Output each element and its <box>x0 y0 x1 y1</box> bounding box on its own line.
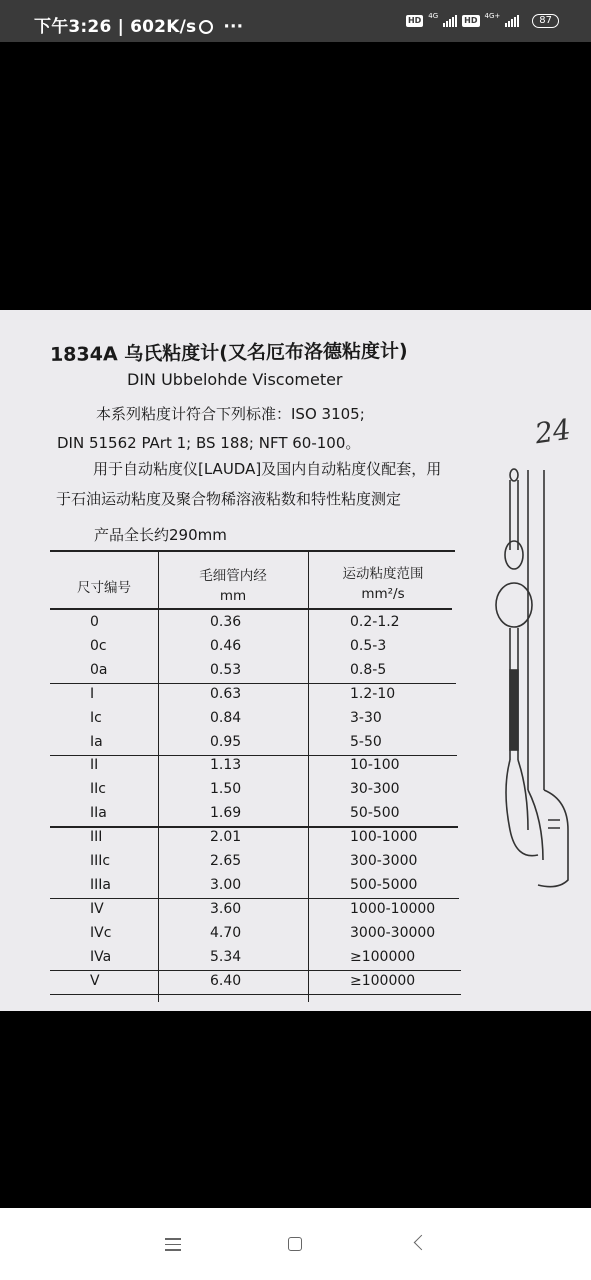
cell-range: 100-1000 <box>350 829 418 846</box>
cell-range: ≥100000 <box>350 948 416 965</box>
cell-diameter: 3.60 <box>210 900 242 917</box>
cell-range: 500-5000 <box>350 876 418 893</box>
page-title: 1834A 乌氏粘度计(又名厄布洛德粘度计) <box>49 340 408 366</box>
cell-diameter: 0.84 <box>210 709 242 726</box>
chevron-left-icon[interactable] <box>414 1235 430 1251</box>
cell-range: ≥100000 <box>350 972 416 989</box>
cell-size: I <box>90 685 95 702</box>
cell-diameter: 0.63 <box>210 685 242 702</box>
row-group-divider <box>50 994 461 996</box>
cell-range: 10-100 <box>350 757 400 774</box>
cell-size: IIIc <box>90 853 111 869</box>
cell-diameter: 2.65 <box>210 853 242 869</box>
signal-icon <box>443 15 457 27</box>
cell-range: 30-300 <box>350 781 400 798</box>
document-photo[interactable] <box>0 310 591 1011</box>
cell-range: 50-500 <box>350 805 400 822</box>
header-diameter: 毛细管内经 <box>199 568 267 584</box>
cell-diameter: 0.46 <box>210 637 242 654</box>
handwritten-number: 24 <box>532 412 573 451</box>
status-bar <box>0 0 591 42</box>
status-right <box>406 14 559 28</box>
cell-range: 5-50 <box>350 733 382 750</box>
header-diameter-unit: mm <box>219 588 247 604</box>
standards-line-2: DIN 51562 PArt 1; BS 188; NFT 60-100。 <box>57 434 361 452</box>
navigation-bar <box>0 1208 591 1280</box>
cell-size: III <box>90 829 103 846</box>
cell-diameter: 1.50 <box>210 781 242 798</box>
cell-diameter: 1.69 <box>210 805 242 822</box>
cell-range: 1000-10000 <box>350 900 436 917</box>
usage-line-2: 于石油运动粘度及聚合物稀溶液粘数和特性粘度测定 <box>56 490 402 508</box>
cell-diameter: 1.13 <box>210 757 242 774</box>
row-group-divider <box>50 970 461 972</box>
cell-size: IVa <box>90 948 112 965</box>
cell-size: IIc <box>90 781 106 798</box>
hd-badge: HD <box>407 16 422 25</box>
time-and-speed: 下午3:26 | 602K/s <box>34 17 197 37</box>
cell-diameter: 0.53 <box>210 661 242 678</box>
row-group-divider <box>50 755 457 757</box>
cell-diameter: 6.40 <box>210 972 242 989</box>
row-group-divider <box>50 683 456 685</box>
viscometer-drawing <box>488 460 588 900</box>
usage-line-1: 用于自动粘度仪[LAUDA]及国内自动粘度仪配套，用 <box>93 460 442 478</box>
cell-diameter: 0.95 <box>210 733 242 750</box>
cell-range: 0.8-5 <box>350 661 387 678</box>
cell-size: 0 <box>90 614 99 630</box>
more-dots-icon: ··· <box>223 17 244 37</box>
cell-size: IIa <box>90 805 107 822</box>
cell-size: IIIa <box>90 876 111 893</box>
cell-size: IV <box>90 900 104 917</box>
cell-size: V <box>90 972 100 989</box>
header-range: 运动粘度范围 <box>342 566 424 582</box>
cell-size: II <box>90 757 99 774</box>
cell-range: 0.2-1.2 <box>350 614 400 630</box>
cell-diameter: 3.00 <box>210 876 242 893</box>
cell-size: Ic <box>90 709 102 726</box>
signal-icon-2 <box>505 15 519 27</box>
menu-icon[interactable] <box>165 1238 181 1251</box>
cell-diameter: 2.01 <box>210 829 242 846</box>
row-group-divider <box>50 898 459 900</box>
cell-size: Ia <box>90 733 103 750</box>
cell-size: 0a <box>90 661 108 678</box>
square-home-icon[interactable] <box>288 1237 302 1251</box>
header-size: 尺寸编号 <box>77 580 131 596</box>
cell-range: 300-3000 <box>350 853 418 869</box>
network-type-2: 4G+ <box>484 12 501 20</box>
english-title: DIN Ubbelohde Viscometer <box>127 370 343 389</box>
cell-diameter: 5.34 <box>210 948 242 965</box>
cell-range: 0.5-3 <box>350 637 387 654</box>
cell-range: 3-30 <box>350 709 382 726</box>
cell-diameter: 4.70 <box>210 924 242 941</box>
cell-diameter: 0.36 <box>210 614 242 630</box>
network-type: 4G <box>428 12 439 20</box>
cell-range: 3000-30000 <box>350 924 436 941</box>
cell-range: 1.2-10 <box>350 685 396 702</box>
length-line: 产品全长约290mm <box>94 526 227 544</box>
cell-size: IVc <box>90 924 112 941</box>
alarm-icon <box>199 20 213 34</box>
row-group-divider <box>50 826 458 828</box>
hd-badge-2: HD <box>464 16 478 25</box>
cell-size: 0c <box>90 637 107 654</box>
battery-icon: 87 <box>532 14 559 28</box>
status-left <box>34 12 243 37</box>
standards-line-1: 本系列粘度计符合下列标准：ISO 3105; <box>96 405 365 423</box>
header-range-unit: mm²/s <box>361 586 405 602</box>
